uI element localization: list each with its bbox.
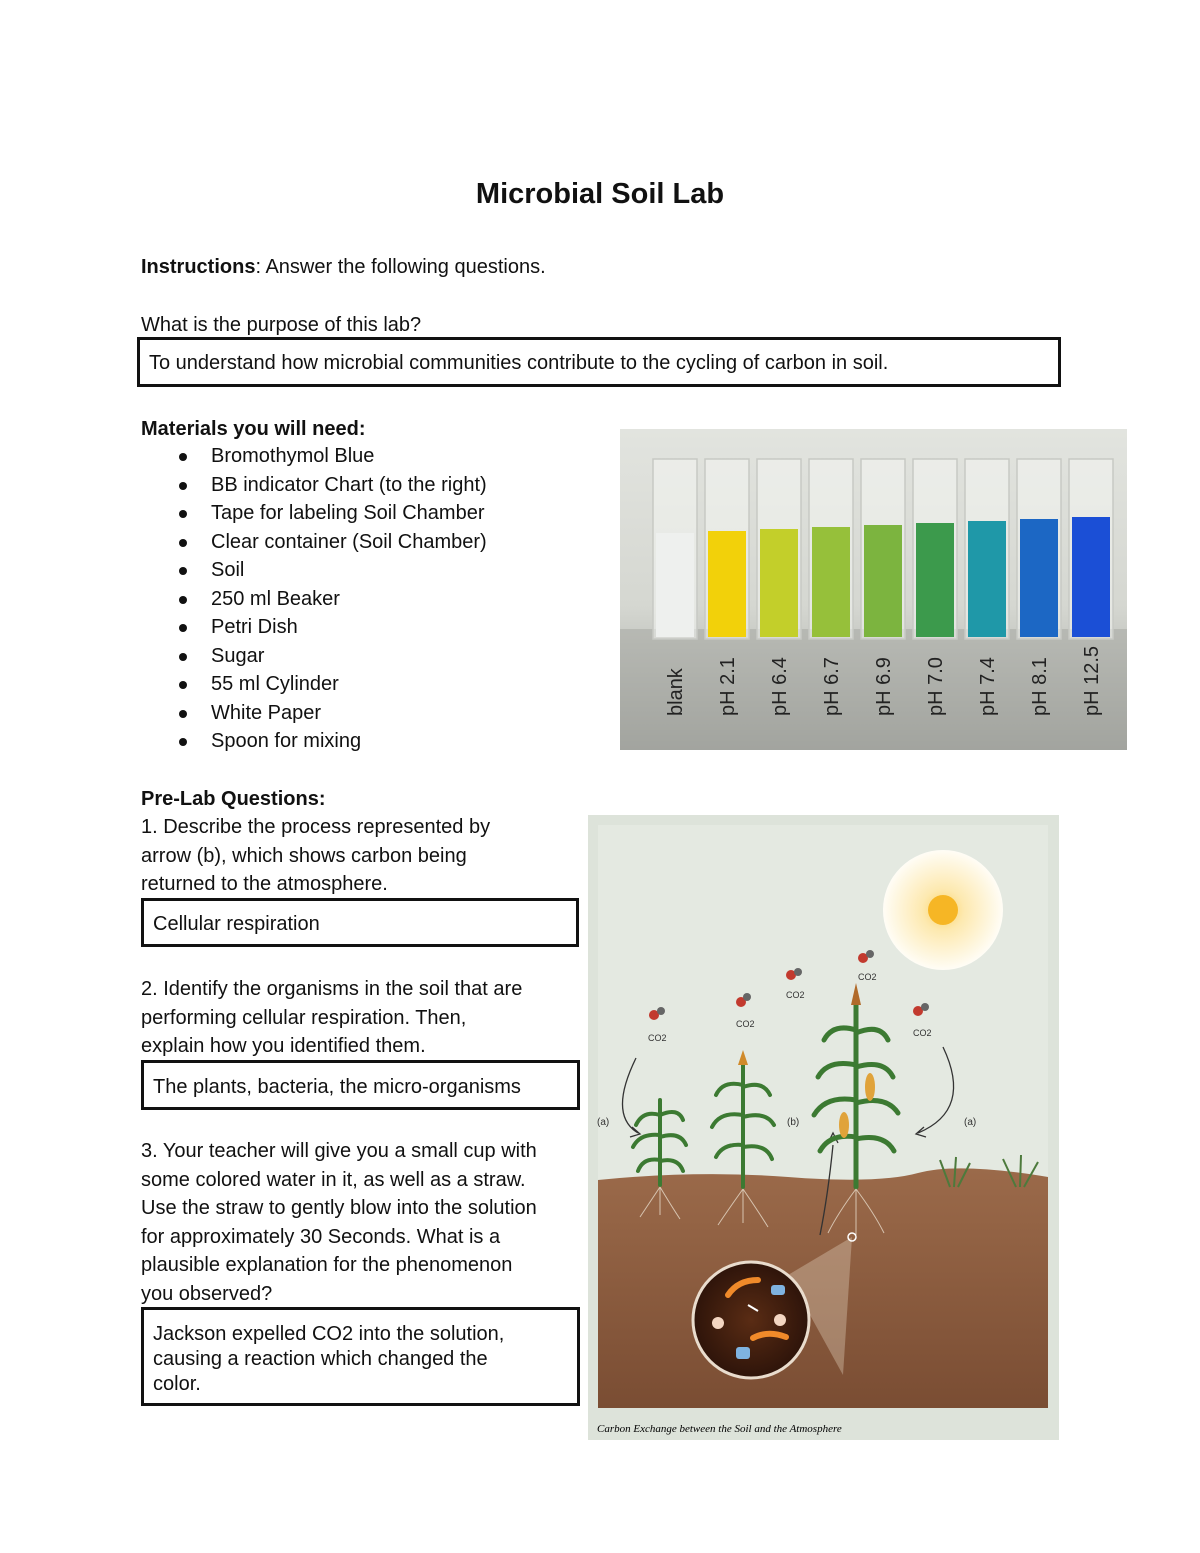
list-item: Clear container (Soil Chamber) (141, 528, 581, 557)
corn-ear (865, 1073, 875, 1101)
question-3: 3. Your teacher will give you a small cup with some colored water in it, as well as a straw. Use the straw to gently blow into the solution for approximately 30 Seconds. What is a plausible explanation for the phenomenon you observed? (141, 1140, 537, 1305)
vial-liquid (708, 531, 746, 637)
prelab-heading: Pre-Lab Questions: (141, 788, 326, 810)
carbon-exchange-diagram (588, 815, 1059, 1440)
answer-3-box[interactable]: Jackson expelled CO2 into the solution, causing a reaction which changed the color. (141, 1307, 580, 1406)
arrow-a-label: (a) (597, 1117, 610, 1128)
sun-icon (883, 850, 1003, 970)
bullet-icon (179, 453, 187, 461)
list-item: Soil (141, 556, 581, 585)
instructions (141, 253, 546, 282)
bullet-icon (179, 567, 187, 575)
vial-liquid (656, 533, 694, 637)
list-item: Petri Dish (141, 613, 581, 642)
list-item: White Paper (141, 699, 581, 728)
svg-text:CO2: CO2 (736, 1019, 755, 1029)
list-item: Bromothymol Blue (141, 442, 581, 471)
vial-label: pH 6.7 (821, 657, 843, 716)
vial-liquid (1072, 517, 1110, 637)
microbe-zoom-icon (693, 1262, 809, 1378)
bullet-icon (179, 738, 187, 746)
list-item: Spoon for mixing (141, 727, 581, 756)
vials (653, 459, 1113, 639)
vial-label: pH 8.1 (1029, 657, 1051, 716)
vial-label: pH 7.4 (977, 657, 999, 716)
vial-liquid (916, 523, 954, 637)
vial-liquid (760, 529, 798, 637)
vial-liquid (812, 527, 850, 637)
answer-1-box[interactable]: Cellular respiration (141, 898, 579, 947)
vial-liquid (864, 525, 902, 637)
diagram-caption: Carbon Exchange between the Soil and the Atmosphere (597, 1423, 842, 1435)
bullet-icon (179, 596, 187, 604)
vial-label: pH 2.1 (717, 657, 739, 716)
bullet-icon (179, 539, 187, 547)
arrow-a-label: (a) (964, 1117, 977, 1128)
materials-list (141, 442, 581, 756)
list-item: 250 ml Beaker (141, 585, 581, 614)
vial-label: pH 6.4 (769, 657, 791, 716)
svg-text:CO2: CO2 (648, 1033, 667, 1043)
svg-text:CO2: CO2 (786, 990, 805, 1000)
list-item: BB indicator Chart (to the right) (141, 471, 581, 500)
arrow-b-label: (b) (787, 1117, 800, 1128)
svg-text:CO2: CO2 (913, 1028, 932, 1038)
page-title: Microbial Soil Lab (475, 178, 725, 210)
bullet-icon (179, 482, 187, 490)
purpose-answer-box[interactable]: To understand how microbial communities contribute to the cycling of carbon in soil. (137, 337, 1061, 387)
list-item: Sugar (141, 642, 581, 671)
instructions-label: Instructions (141, 256, 256, 278)
vial-label: pH 6.9 (873, 657, 895, 716)
bullet-icon (179, 653, 187, 661)
vial-liquid (968, 521, 1006, 637)
answer-2-box[interactable]: The plants, bacteria, the micro-organisms (141, 1060, 580, 1110)
bullet-icon (179, 681, 187, 689)
list-item: Tape for labeling Soil Chamber (141, 499, 581, 528)
materials-heading: Materials you will need: (141, 418, 366, 440)
vial-label: pH 7.0 (925, 657, 947, 716)
instructions-text: : Answer the following questions. (255, 256, 546, 278)
bullet-icon (179, 710, 187, 718)
vial-liquid (1020, 519, 1058, 637)
svg-text:CO2: CO2 (858, 972, 877, 982)
purpose-question: What is the purpose of this lab? (141, 314, 422, 336)
vial-label: blank (665, 668, 687, 716)
list-item: 55 ml Cylinder (141, 670, 581, 699)
corn-ear (839, 1112, 849, 1138)
vial-label: pH 12.5 (1081, 645, 1103, 716)
question-1: 1. Describe the process represented by arrow (b), which shows carbon being returned to the atmosphere. (141, 816, 491, 895)
question-2: 2. Identify the organisms in the soil that are performing cellular respiration. Then, explain how you identified them. (141, 978, 523, 1057)
indicator-chart-image (620, 429, 1127, 750)
bullet-icon (179, 624, 187, 632)
bullet-icon (179, 510, 187, 518)
